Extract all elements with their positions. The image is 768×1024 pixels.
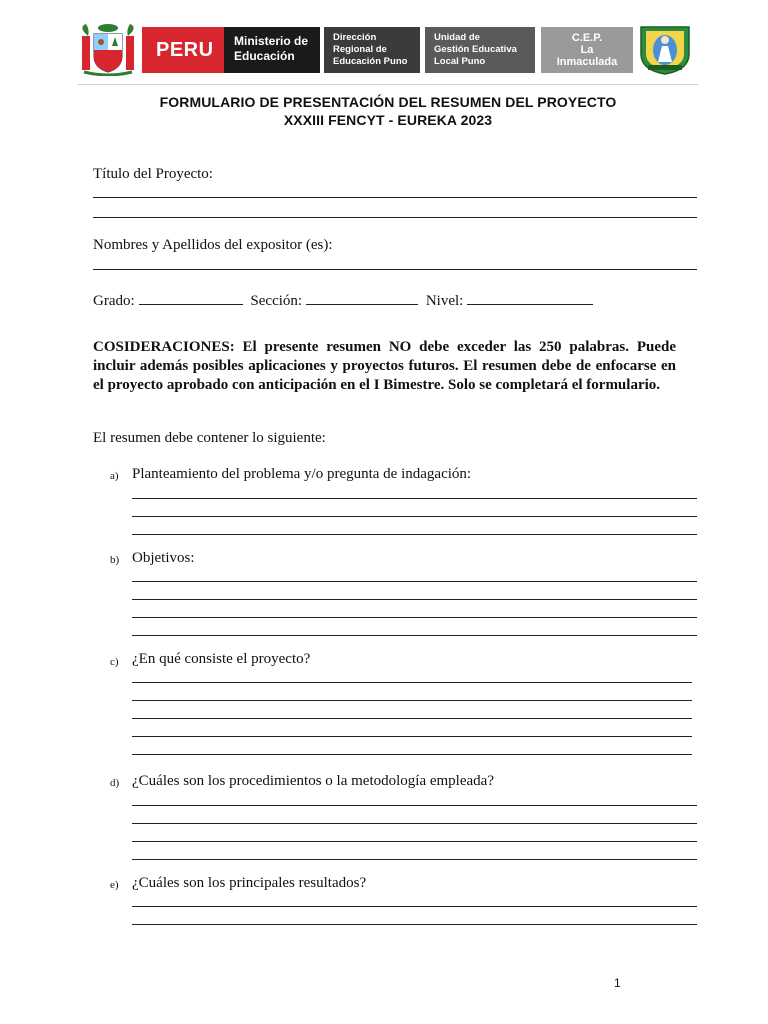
ugel-line-1: Unidad de <box>434 32 480 43</box>
header-divider <box>78 84 698 85</box>
grade-label: Grado: <box>93 293 135 309</box>
item-b-line-1[interactable] <box>132 581 697 582</box>
item-c-text: ¿En qué consiste el proyecto? <box>132 651 311 667</box>
peru-label: PERU <box>156 39 214 61</box>
item-d-line-3[interactable] <box>132 841 697 842</box>
item-c-line-2[interactable] <box>132 700 692 701</box>
cep-logo <box>541 27 633 73</box>
item-e-letter: e) <box>110 879 119 891</box>
item-c-line-5[interactable] <box>132 754 692 755</box>
ugel-logo <box>425 27 535 73</box>
header-logos <box>78 22 694 76</box>
project-title-label: Título del Proyecto: <box>93 166 213 182</box>
minedu-line-1: Ministerio de <box>234 34 309 48</box>
item-d-line-2[interactable] <box>132 823 697 824</box>
section-field[interactable] <box>306 290 418 305</box>
item-b-letter: b) <box>110 554 120 566</box>
project-title-line-2[interactable] <box>93 217 697 218</box>
item-d-line-4[interactable] <box>132 859 697 860</box>
item-e-line-1[interactable] <box>132 906 697 907</box>
ugel-line-3: Local Puno <box>434 56 486 67</box>
item-c-line-3[interactable] <box>132 718 692 719</box>
cep-line-3: Inmaculada <box>556 56 618 68</box>
exhibitors-label: Nombres y Apellidos del expositor (es): <box>93 237 333 253</box>
item-b-text: Objetivos: <box>132 550 195 566</box>
item-d-line-1[interactable] <box>132 805 697 806</box>
summary-intro: El resumen debe contener lo siguiente: <box>93 430 326 446</box>
item-d-letter: d) <box>110 777 120 789</box>
item-e-text: ¿Cuáles son los principales resultados? <box>132 875 367 891</box>
project-title-line-1[interactable] <box>93 197 697 198</box>
form-subtitle: XXXIII FENCYT - EUREKA 2023 <box>283 112 493 128</box>
item-c-line-1[interactable] <box>132 682 692 683</box>
item-d-text: ¿Cuáles son los procedimientos o la metodología empleada? <box>132 773 494 789</box>
level-label: Nivel: <box>425 293 464 309</box>
item-c-letter: c) <box>110 656 119 668</box>
exhibitors-line[interactable] <box>93 269 697 270</box>
grade-section-level-row <box>93 290 597 310</box>
ugel-line-2: Gestión Educativa <box>434 44 517 55</box>
peru-coat-of-arms-icon <box>78 22 138 76</box>
page-number: 1 <box>614 976 621 990</box>
drep-line-1: Dirección <box>333 32 377 43</box>
grade-field[interactable] <box>139 290 243 305</box>
item-c-line-4[interactable] <box>132 736 692 737</box>
form-title: FORMULARIO DE PRESENTACIÓN DEL RESUMEN DEL PROYECTO <box>159 94 617 110</box>
item-b-line-2[interactable] <box>132 599 697 600</box>
item-e-line-2[interactable] <box>132 924 697 925</box>
item-b-line-4[interactable] <box>132 635 697 636</box>
minedu-line-2: Educación <box>234 49 295 63</box>
item-b-line-3[interactable] <box>132 617 697 618</box>
cep-line-1: C.E.P. <box>571 32 603 44</box>
level-field[interactable] <box>467 290 593 305</box>
item-a-line-1[interactable] <box>132 498 697 499</box>
section-label: Sección: <box>250 293 303 309</box>
item-a-text: Planteamiento del problema y/o pregunta de indagación: <box>132 466 472 482</box>
drep-logo <box>324 27 420 73</box>
item-a-line-2[interactable] <box>132 516 697 517</box>
cep-line-2: La <box>580 44 594 56</box>
drep-line-2: Regional de <box>333 44 387 55</box>
drep-line-3: Educación Puno <box>333 56 408 67</box>
item-a-letter: a) <box>110 470 119 482</box>
school-crest-icon <box>638 24 692 76</box>
minedu-logo <box>224 27 320 73</box>
item-a-line-3[interactable] <box>132 534 697 535</box>
considerations-paragraph: COSIDERACIONES: El presente resumen NO debe exceder las 250 palabras. Puede incluir además posibles aplicaciones y proyectos futuros. El resumen debe de enfocarse en el proyecto aprobado con anticipación en el I Bimestre. Solo se completará el formulario. <box>93 339 676 393</box>
